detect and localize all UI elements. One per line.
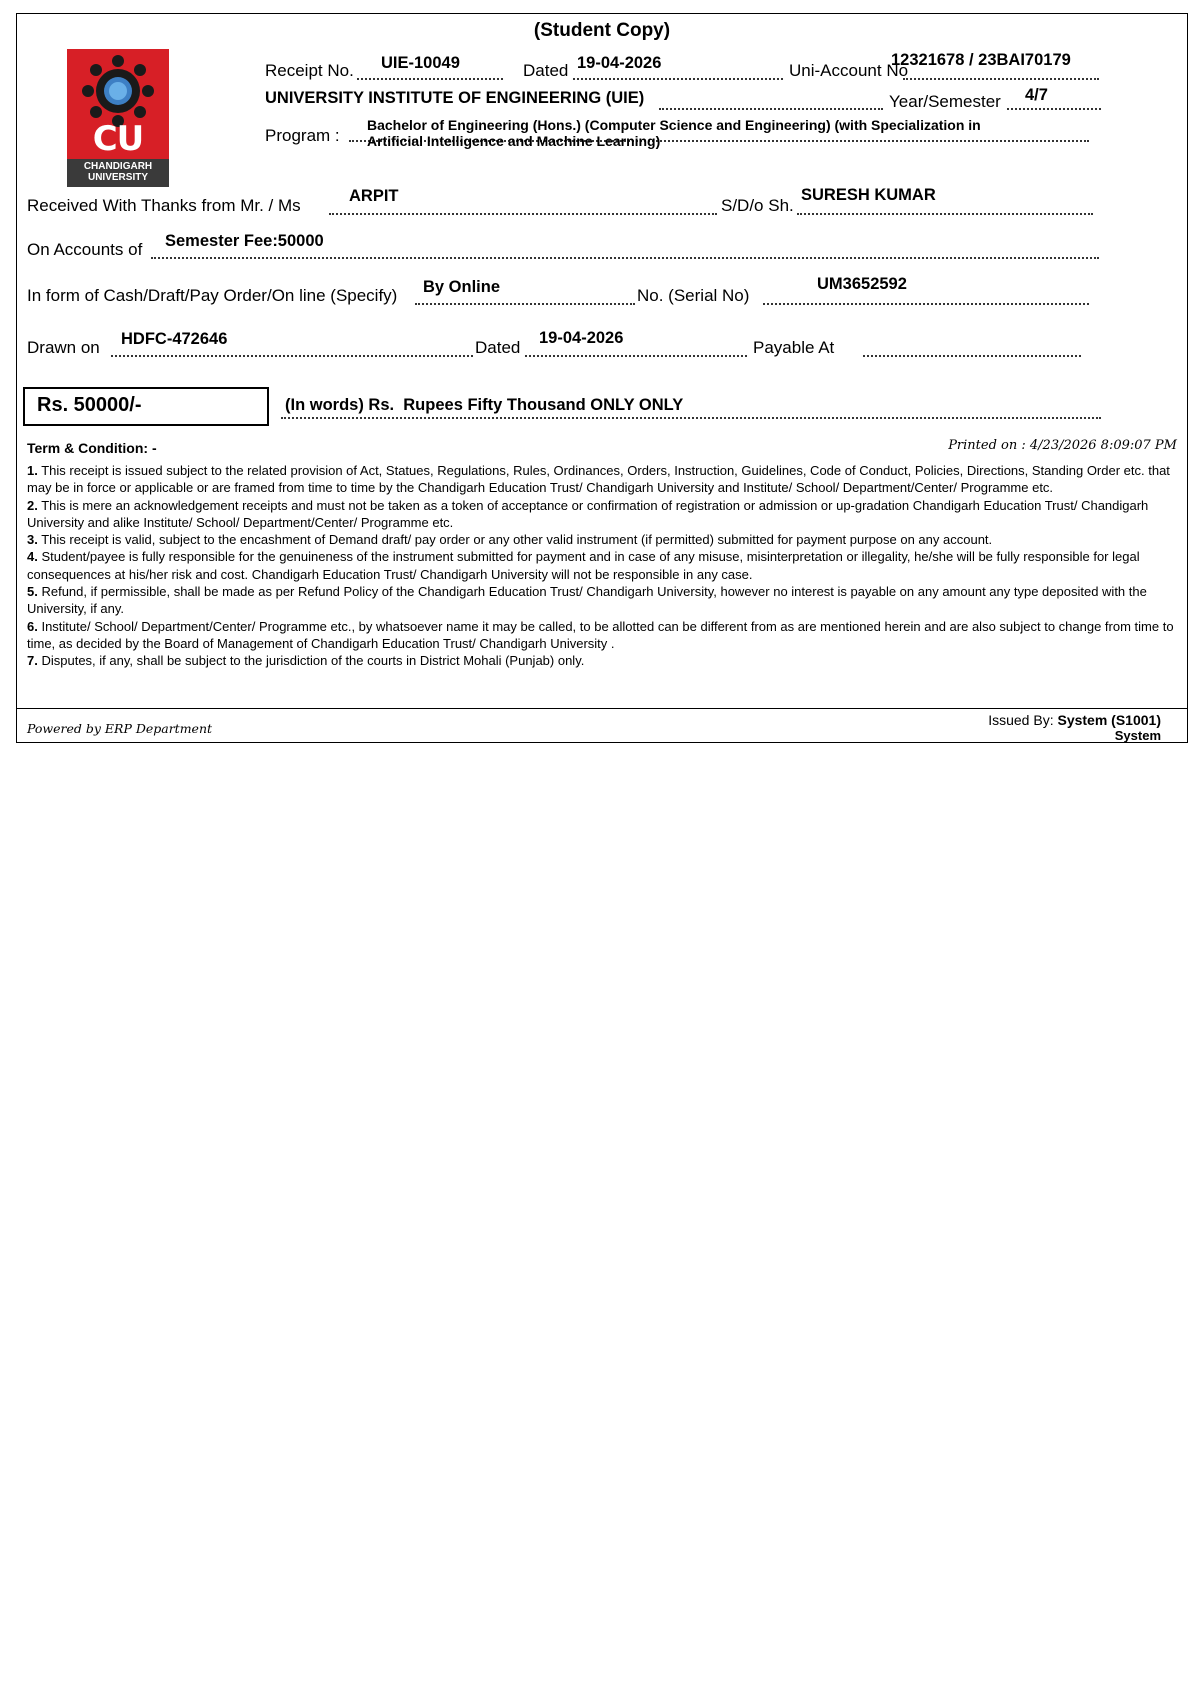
accounts-label: On Accounts of	[27, 240, 143, 259]
term-item: 7. Disputes, if any, shall be subject to the jurisdiction of the courts in District Mohali (Punjab) only.	[27, 653, 585, 669]
program-value: Bachelor of Engineering (Hons.) (Computer Science and Engineering) (with Specialization in Artificial Intelligence and Machine Learning)	[367, 117, 981, 149]
drawn-dated-value: 19-04-2026	[539, 329, 624, 347]
terms-heading: Term & Condition: -	[27, 440, 157, 456]
term-item: 3. This receipt is valid, subject to the encashment of Demand draft/ pay order or any other valid instrument (if permitted) submitted for payment purpose on any account.	[27, 532, 993, 548]
term-item: 2. This is mere an acknowledgement receipts and must not be taken as a token of acceptance or confirmation of registration or admission or up-gradation Chandigarh Education Trust/ Chandigarh University and alike Institute/ School/ Department/Center/ Programme etc.	[27, 497, 1149, 530]
term-item: 1. This receipt is issued subject to the related provision of Act, Statues, Regulations, Rules, Ordinances, Orders, Instruction, Guidelines, Code of Conduct, Policies, Directions, Standing Order etc. that may be in force or applicable or are framed from time to time by the Chandigarh Education Trust/ Chandigarh University and Institute/ School/ Department/Center/ Programme etc.	[27, 463, 1170, 496]
receipt-no-label: Receipt No.	[265, 61, 354, 80]
year-semester-label: Year/Semester	[889, 92, 1001, 111]
amount-words: (In words) Rs. Rupees Fifty Thousand ONLY ONLY	[285, 396, 684, 414]
logo-university-name: CHANDIGARH UNIVERSITY	[83, 161, 153, 183]
powered-by: Powered by ERP Department	[27, 721, 213, 736]
year-semester-value: 4/7	[1025, 86, 1048, 104]
serial-no-label: No. (Serial No)	[637, 286, 750, 305]
payer-name: ARPIT	[349, 187, 399, 205]
drawn-on-value: HDFC-472646	[121, 330, 228, 348]
payment-form-label: In form of Cash/Draft/Pay Order/On line (Specify)	[27, 286, 398, 305]
terms-list	[27, 462, 1177, 670]
term-item: 5. Refund, if permissible, shall be made as per Refund Policy of the Chandigarh Education Trust/ Chandigarh University, however no interest is payable on any amount any type deposited with the University, if any.	[27, 584, 1147, 617]
issued-by: Issued By: System (S1001)	[988, 712, 1161, 728]
issued-role: System	[1114, 728, 1161, 743]
received-from-label: Received With Thanks from Mr. / Ms	[27, 196, 301, 215]
copy-label: (Student Copy)	[533, 20, 671, 41]
drawn-on-label: Drawn on	[27, 338, 100, 357]
amount-figure: Rs. 50000/-	[23, 387, 269, 426]
term-item: 4. Student/payee is fully responsible for the genuineness of the instrument submitted for payment and in case of any misuse, misinterpretation or illegality, he/she will be fully responsible for legal consequences at his/her risk and cost. Chandigarh Education Trust/ Chandigarh University will not be responsible in any case.	[27, 549, 1140, 582]
program-label: Program :	[265, 126, 340, 145]
footer-divider	[17, 708, 1187, 709]
parent-name: SURESH KUMAR	[801, 186, 936, 204]
dated-label: Dated	[523, 61, 569, 80]
institute-name: UNIVERSITY INSTITUTE OF ENGINEERING (UIE)	[265, 89, 645, 107]
serial-no-value: UM3652592	[817, 275, 907, 293]
receipt-no-value: UIE-10049	[381, 54, 460, 72]
chandigarh-university-logo-icon	[77, 53, 159, 129]
dated-value: 19-04-2026	[577, 54, 662, 72]
uni-account-value: 12321678 / 23BAI70179	[891, 51, 1071, 69]
sdo-label: S/D/o Sh.	[721, 196, 794, 215]
drawn-dated-label: Dated	[475, 338, 521, 357]
printed-on: Printed on : 4/23/2026 8:09:07 PM	[948, 438, 1177, 453]
logo-initials: CU	[92, 119, 144, 159]
payment-form-value: By Online	[423, 278, 501, 296]
accounts-value: Semester Fee:50000	[165, 232, 324, 250]
fee-receipt	[16, 13, 1188, 743]
uni-account-label: Uni-Account No	[789, 61, 909, 80]
payable-at-label: Payable At	[753, 338, 835, 357]
university-logo	[67, 49, 169, 187]
term-item: 6. Institute/ School/ Department/Center/ Programme etc., by whatsoever name it may be called, to be allotted can be different from as are mentioned herein and are also subject to change from time to time, as decided by the Board of Management of Chandigarh Education Trust/ Chandigarh University .	[27, 618, 1174, 651]
